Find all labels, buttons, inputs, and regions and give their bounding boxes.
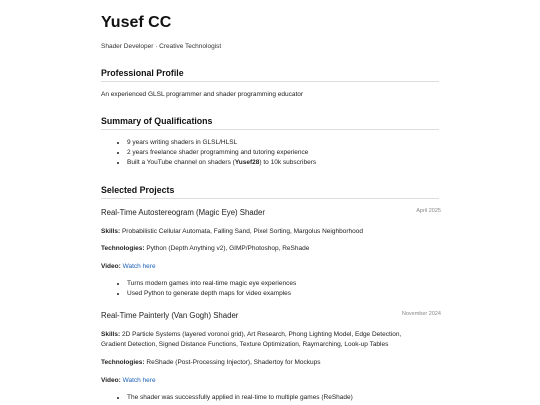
project-date: November 2024: [401, 311, 441, 317]
skills-text: Probabilistic Cellular Automata, Falling Sand, Pixel Sorting, Margolus Neighborhood: [120, 228, 363, 235]
skills-text: 2D Particle Systems (layered voronoi grid), Art Research, Phong Lighting Model, Edge Detection,: [120, 331, 402, 338]
video-label: Video:: [101, 263, 121, 270]
project-bullet: • The shader was successfully applied in real-time to multiple games (ReShade): [127, 393, 353, 403]
youtube-handle: Yusef28: [234, 159, 260, 166]
project-bullet: • Used Python to generate depth maps for video examples: [127, 289, 296, 299]
watch-here-link[interactable]: Watch here: [122, 377, 156, 384]
qualification-item: • 2 years freelance shader programming and tutoring experience: [127, 148, 316, 158]
qualification-item: • 9 years writing shaders in GLSL/HLSL: [127, 138, 316, 148]
project-title: Real-Time Autostereogram (Magic Eye) Shader: [101, 208, 265, 217]
profile-text: An experienced GLSL programmer and shader programming educator: [101, 91, 304, 98]
project-bullets: [119, 279, 296, 299]
technologies-text: Python (Depth Anything v2), GIMP/Photoshop, ReShade: [144, 245, 310, 252]
project-bullets: [119, 393, 353, 403]
qualification-item: [127, 158, 316, 168]
project-skills-continued: Gradient Detection, Signed Distance Functions, Texture Optimization, Raymarching, Look-up Tables: [101, 341, 389, 348]
resume-tagline: Shader Developer · Creative Technologist: [101, 43, 222, 50]
project-video: [101, 262, 439, 271]
skills-label: Skills:: [101, 228, 121, 235]
project-skills: [101, 227, 439, 236]
resume-name: Yusef CC: [101, 14, 172, 31]
technologies-label: Technologies:: [101, 245, 145, 252]
qualification-text: Built a YouTube channel on shaders (: [127, 159, 235, 166]
technologies-text: ReShade (Post-Processing Injector), Shadertoy for Mockups: [144, 359, 321, 366]
qualifications-heading: Summary of Qualifications: [101, 115, 439, 130]
technologies-label: Technologies:: [101, 359, 145, 366]
video-label: Video:: [101, 377, 121, 384]
project-technologies: [101, 358, 439, 367]
qualification-text: ) to 10k subscribers: [259, 159, 317, 166]
project-date: April 2025: [416, 208, 441, 214]
project-title: Real-Time Painterly (Van Gogh) Shader: [101, 311, 239, 320]
project-skills: [101, 330, 439, 339]
project-technologies: [101, 244, 439, 253]
project-bullet: • Turns modern games into real-time magic eye experiences: [127, 279, 296, 289]
skills-label: Skills:: [101, 331, 121, 338]
projects-heading: Selected Projects: [101, 184, 439, 199]
profile-heading: Professional Profile: [101, 67, 439, 82]
project-video: [101, 376, 439, 385]
watch-here-link[interactable]: Watch here: [122, 263, 156, 270]
qualifications-list: [119, 138, 316, 168]
